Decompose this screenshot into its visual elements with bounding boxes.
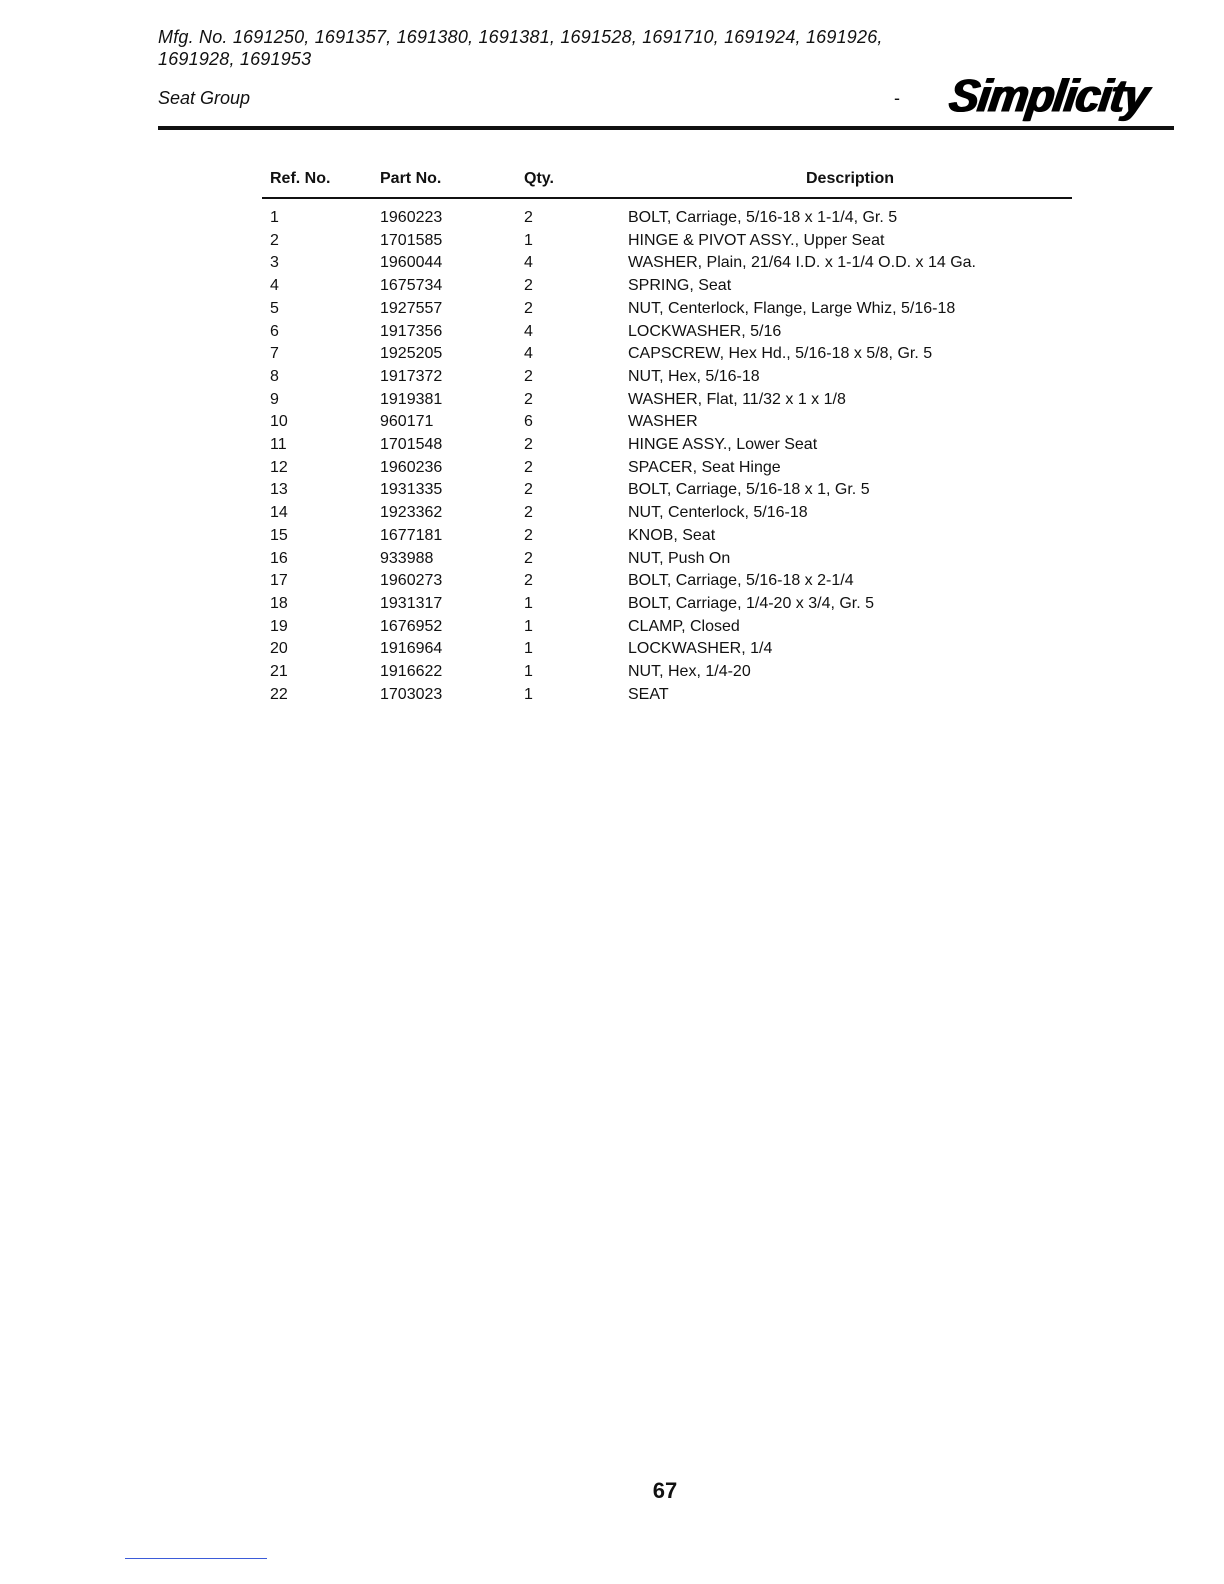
ref-header: Ref. No. <box>262 168 380 198</box>
header-rule <box>158 126 1174 130</box>
table-row <box>262 479 1072 502</box>
table-row <box>262 230 1072 253</box>
table-row <box>262 298 1072 321</box>
quantity-cell: 1 <box>524 231 533 249</box>
quantity-cell: 2 <box>524 436 533 454</box>
description-cell: HINGE ASSY., Lower Seat <box>628 436 818 454</box>
part-number-cell: 1960044 <box>380 254 443 272</box>
description-cell: SPACER, Seat Hinge <box>628 458 781 476</box>
quantity-cell: 2 <box>524 572 533 590</box>
ref-number-cell: 1 <box>270 209 279 226</box>
part-number-cell: 1916964 <box>380 640 443 658</box>
part-number-cell: 1931335 <box>380 481 443 499</box>
ref-number-cell: 14 <box>270 504 288 522</box>
footer-link-rule <box>125 1558 267 1559</box>
part-number-cell: 1925205 <box>380 345 443 363</box>
table-row <box>262 321 1072 344</box>
description-cell: CAPSCREW, Hex Hd., 5/16-18 x 5/8, Gr. 5 <box>628 345 933 363</box>
part-number-cell: 1923362 <box>380 504 443 522</box>
part-number-cell: 1927557 <box>380 299 443 317</box>
ref-number-cell: 11 <box>270 436 287 454</box>
qty-header: Qty. <box>524 168 628 198</box>
quantity-cell: 6 <box>524 413 533 431</box>
quantity-cell: 2 <box>524 504 533 522</box>
description-cell: BOLT, Carriage, 5/16-18 x 1, Gr. 5 <box>628 481 870 499</box>
table-row <box>262 525 1072 548</box>
description-header: Description <box>628 168 1072 198</box>
quantity-cell: 2 <box>524 549 533 567</box>
description-cell: WASHER, Plain, 21/64 I.D. x 1-1/4 O.D. x 14 Ga. <box>628 254 976 272</box>
description-cell: NUT, Centerlock, 5/16-18 <box>628 504 808 522</box>
ref-number-cell: 12 <box>270 458 288 476</box>
quantity-cell: 1 <box>524 640 533 658</box>
part-number-cell: 1703023 <box>380 685 443 703</box>
quantity-cell: 1 <box>524 617 533 635</box>
part-number-cell: 960171 <box>380 413 434 431</box>
description-cell: NUT, Hex, 1/4-20 <box>628 663 751 681</box>
part-number-cell: 1917372 <box>380 367 443 385</box>
table-row <box>262 389 1072 412</box>
description-cell: NUT, Hex, 5/16-18 <box>628 367 760 385</box>
quantity-cell: 2 <box>524 390 533 408</box>
quantity-cell: 2 <box>524 458 533 476</box>
description-cell: BOLT, Carriage, 5/16-18 x 1-1/4, Gr. 5 <box>628 209 898 226</box>
ref-number-cell: 17 <box>270 572 288 590</box>
quantity-cell: 2 <box>524 209 533 226</box>
part-header: Part No. <box>380 168 524 198</box>
description-cell: BOLT, Carriage, 1/4-20 x 3/4, Gr. 5 <box>628 594 875 612</box>
part-number-cell: 933988 <box>380 549 434 567</box>
quantity-cell: 1 <box>524 685 533 703</box>
quantity-cell: 1 <box>524 594 533 612</box>
brand-logo: Simplicity <box>946 70 1152 123</box>
header-dash: - <box>894 88 900 108</box>
table-row <box>262 343 1072 366</box>
part-number-cell: 1960236 <box>380 458 443 476</box>
table-row <box>262 434 1072 457</box>
table-row <box>262 593 1072 616</box>
table-row <box>262 548 1072 571</box>
part-number-cell: 1960223 <box>380 209 443 226</box>
quantity-cell: 2 <box>524 277 533 295</box>
quantity-cell: 2 <box>524 299 533 317</box>
table-row <box>262 275 1072 298</box>
part-number-cell: 1677181 <box>380 526 443 544</box>
group-title: Seat Group <box>158 88 251 108</box>
ref-number-cell: 6 <box>270 322 279 340</box>
table-row <box>262 684 1072 707</box>
part-number-cell: 1919381 <box>380 390 443 408</box>
part-number-cell: 1675734 <box>380 277 443 295</box>
table-row <box>262 616 1072 639</box>
table-row <box>262 661 1072 684</box>
part-number-cell: 1917356 <box>380 322 443 340</box>
table-header-row <box>262 168 1072 198</box>
quantity-cell: 2 <box>524 367 533 385</box>
parts-table <box>262 168 1072 706</box>
table-row <box>262 502 1072 525</box>
part-number-cell: 1701585 <box>380 231 443 249</box>
quantity-cell: 4 <box>524 345 533 363</box>
part-number-cell: 1916622 <box>380 663 443 681</box>
ref-number-cell: 20 <box>270 640 288 658</box>
description-cell: WASHER, Flat, 11/32 x 1 x 1/8 <box>628 390 846 408</box>
ref-number-cell: 2 <box>270 231 279 249</box>
mfg-numbers: Mfg. No. 1691250, 1691357, 1691380, 1691381, 1691528, 1691710, 1691924, 1691926, 1691928, 1691953 <box>158 27 883 69</box>
description-cell: NUT, Push On <box>628 549 731 567</box>
part-number-cell: 1701548 <box>380 436 443 454</box>
ref-number-cell: 10 <box>270 413 288 431</box>
description-cell: NUT, Centerlock, Flange, Large Whiz, 5/16-18 <box>628 299 956 317</box>
description-cell: HINGE & PIVOT ASSY., Upper Seat <box>628 231 885 249</box>
ref-number-cell: 5 <box>270 299 279 317</box>
part-number-cell: 1676952 <box>380 617 443 635</box>
description-cell: CLAMP, Closed <box>628 617 740 635</box>
ref-number-cell: 16 <box>270 549 288 567</box>
ref-number-cell: 7 <box>270 345 279 363</box>
page-number: 67 <box>652 1478 678 1503</box>
ref-number-cell: 15 <box>270 526 288 544</box>
description-cell: LOCKWASHER, 1/4 <box>628 640 773 658</box>
description-cell: SPRING, Seat <box>628 277 732 295</box>
quantity-cell: 1 <box>524 663 533 681</box>
ref-number-cell: 13 <box>270 481 288 499</box>
ref-number-cell: 22 <box>270 685 288 703</box>
table-row <box>262 570 1072 593</box>
ref-number-cell: 18 <box>270 594 288 612</box>
parts-table-body <box>262 198 1072 706</box>
part-number-cell: 1931317 <box>380 594 443 612</box>
table-row <box>262 411 1072 434</box>
quantity-cell: 4 <box>524 254 533 272</box>
table-row <box>262 366 1072 389</box>
ref-number-cell: 21 <box>270 663 288 681</box>
table-row <box>262 638 1072 661</box>
part-number-cell: 1960273 <box>380 572 443 590</box>
quantity-cell: 4 <box>524 322 533 340</box>
description-cell: BOLT, Carriage, 5/16-18 x 2-1/4 <box>628 572 854 590</box>
ref-number-cell: 8 <box>270 367 279 385</box>
description-cell: SEAT <box>628 685 669 703</box>
quantity-cell: 2 <box>524 481 533 499</box>
description-cell: WASHER <box>628 413 698 431</box>
ref-number-cell: 9 <box>270 390 279 408</box>
table-row <box>262 252 1072 275</box>
description-cell: KNOB, Seat <box>628 526 716 544</box>
ref-number-cell: 19 <box>270 617 288 635</box>
table-row <box>262 457 1072 480</box>
quantity-cell: 2 <box>524 526 533 544</box>
ref-number-cell: 3 <box>270 254 279 272</box>
ref-number-cell: 4 <box>270 277 279 295</box>
description-cell: LOCKWASHER, 5/16 <box>628 322 782 340</box>
table-row <box>262 198 1072 230</box>
